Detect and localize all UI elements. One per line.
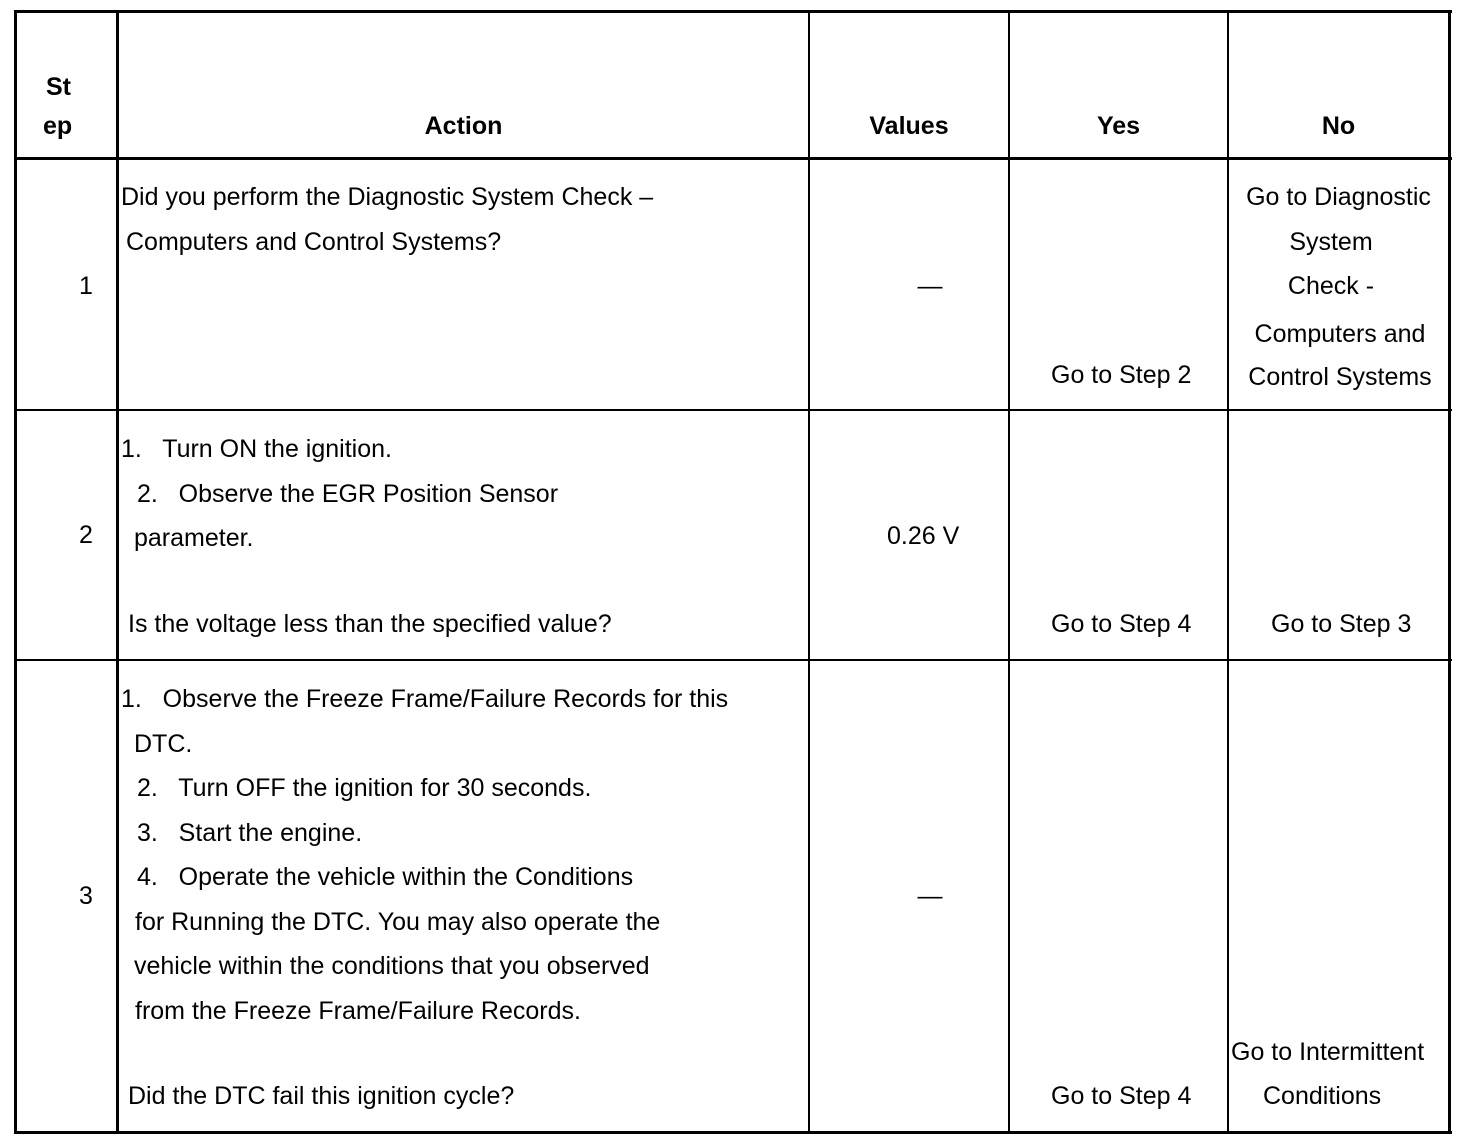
row2-action-line1: 1. Turn ON the ignition. (121, 435, 392, 463)
col-divider-yes (1227, 10, 1229, 1134)
row3-action-line1: 1. Observe the Freeze Frame/Failure Records for this (121, 685, 729, 713)
row2-action-line2: 2. Observe the EGR Position Sensor (137, 480, 559, 508)
table-border-top (14, 10, 1452, 13)
row3-action-line7: vehicle within the conditions that you observed (134, 952, 650, 980)
table-border-left (14, 10, 17, 1134)
row1-action-line1: Did you perform the Diagnostic System Check – (121, 183, 654, 211)
row2-yes: Go to Step 4 (1051, 610, 1192, 638)
row3-no-line2: Conditions (1263, 1082, 1382, 1110)
row1-no-line3: Check - (1287, 272, 1375, 300)
header-divider (14, 157, 1452, 160)
row3-no-line1: Go to Intermittent (1231, 1038, 1425, 1066)
row1-no-line2: System (1289, 228, 1373, 256)
row-divider-2 (14, 659, 1452, 661)
table-border-right (1448, 10, 1451, 1134)
row2-step: 2 (79, 521, 93, 549)
header-step-line1: St (46, 73, 71, 101)
row1-no-line5: Control Systems (1248, 363, 1432, 391)
row3-action-line9: Did the DTC fail this ignition cycle? (128, 1082, 515, 1110)
header-no: No (1321, 112, 1356, 140)
row3-step: 3 (79, 882, 93, 910)
header-action: Action (424, 112, 503, 140)
row3-value: — (917, 882, 943, 910)
row2-value: 0.26 V (887, 522, 960, 550)
table-border-bottom (14, 1131, 1452, 1134)
row3-action-line8: from the Freeze Frame/Failure Records. (135, 997, 581, 1025)
col-divider-action (808, 10, 810, 1134)
row1-no-line4: Computers and (1254, 320, 1426, 348)
row2-action-line3: parameter. (134, 524, 254, 552)
row3-yes: Go to Step 4 (1051, 1082, 1192, 1110)
row1-step: 1 (79, 272, 93, 300)
col-divider-values (1008, 10, 1010, 1134)
row3-action-line6: for Running the DTC. You may also operate the (135, 908, 661, 936)
row2-action-line4: Is the voltage less than the specified value? (128, 610, 612, 638)
header-yes: Yes (1096, 112, 1141, 140)
row-divider-1 (14, 409, 1452, 411)
row1-no-line1: Go to Diagnostic (1246, 183, 1431, 211)
row1-yes: Go to Step 2 (1051, 361, 1192, 389)
row1-value: — (917, 272, 943, 300)
col-divider-step (116, 10, 119, 1134)
row1-action-line2: Computers and Control Systems? (126, 228, 502, 256)
row3-action-line4: 3. Start the engine. (137, 819, 363, 847)
row3-action-line2: DTC. (134, 730, 193, 758)
row3-action-line5: 4. Operate the vehicle within the Conditions (137, 863, 634, 891)
row3-action-line3: 2. Turn OFF the ignition for 30 seconds. (137, 774, 592, 802)
row2-no: Go to Step 3 (1271, 610, 1412, 638)
header-step-line2: ep (43, 112, 73, 140)
header-values: Values (869, 112, 949, 140)
